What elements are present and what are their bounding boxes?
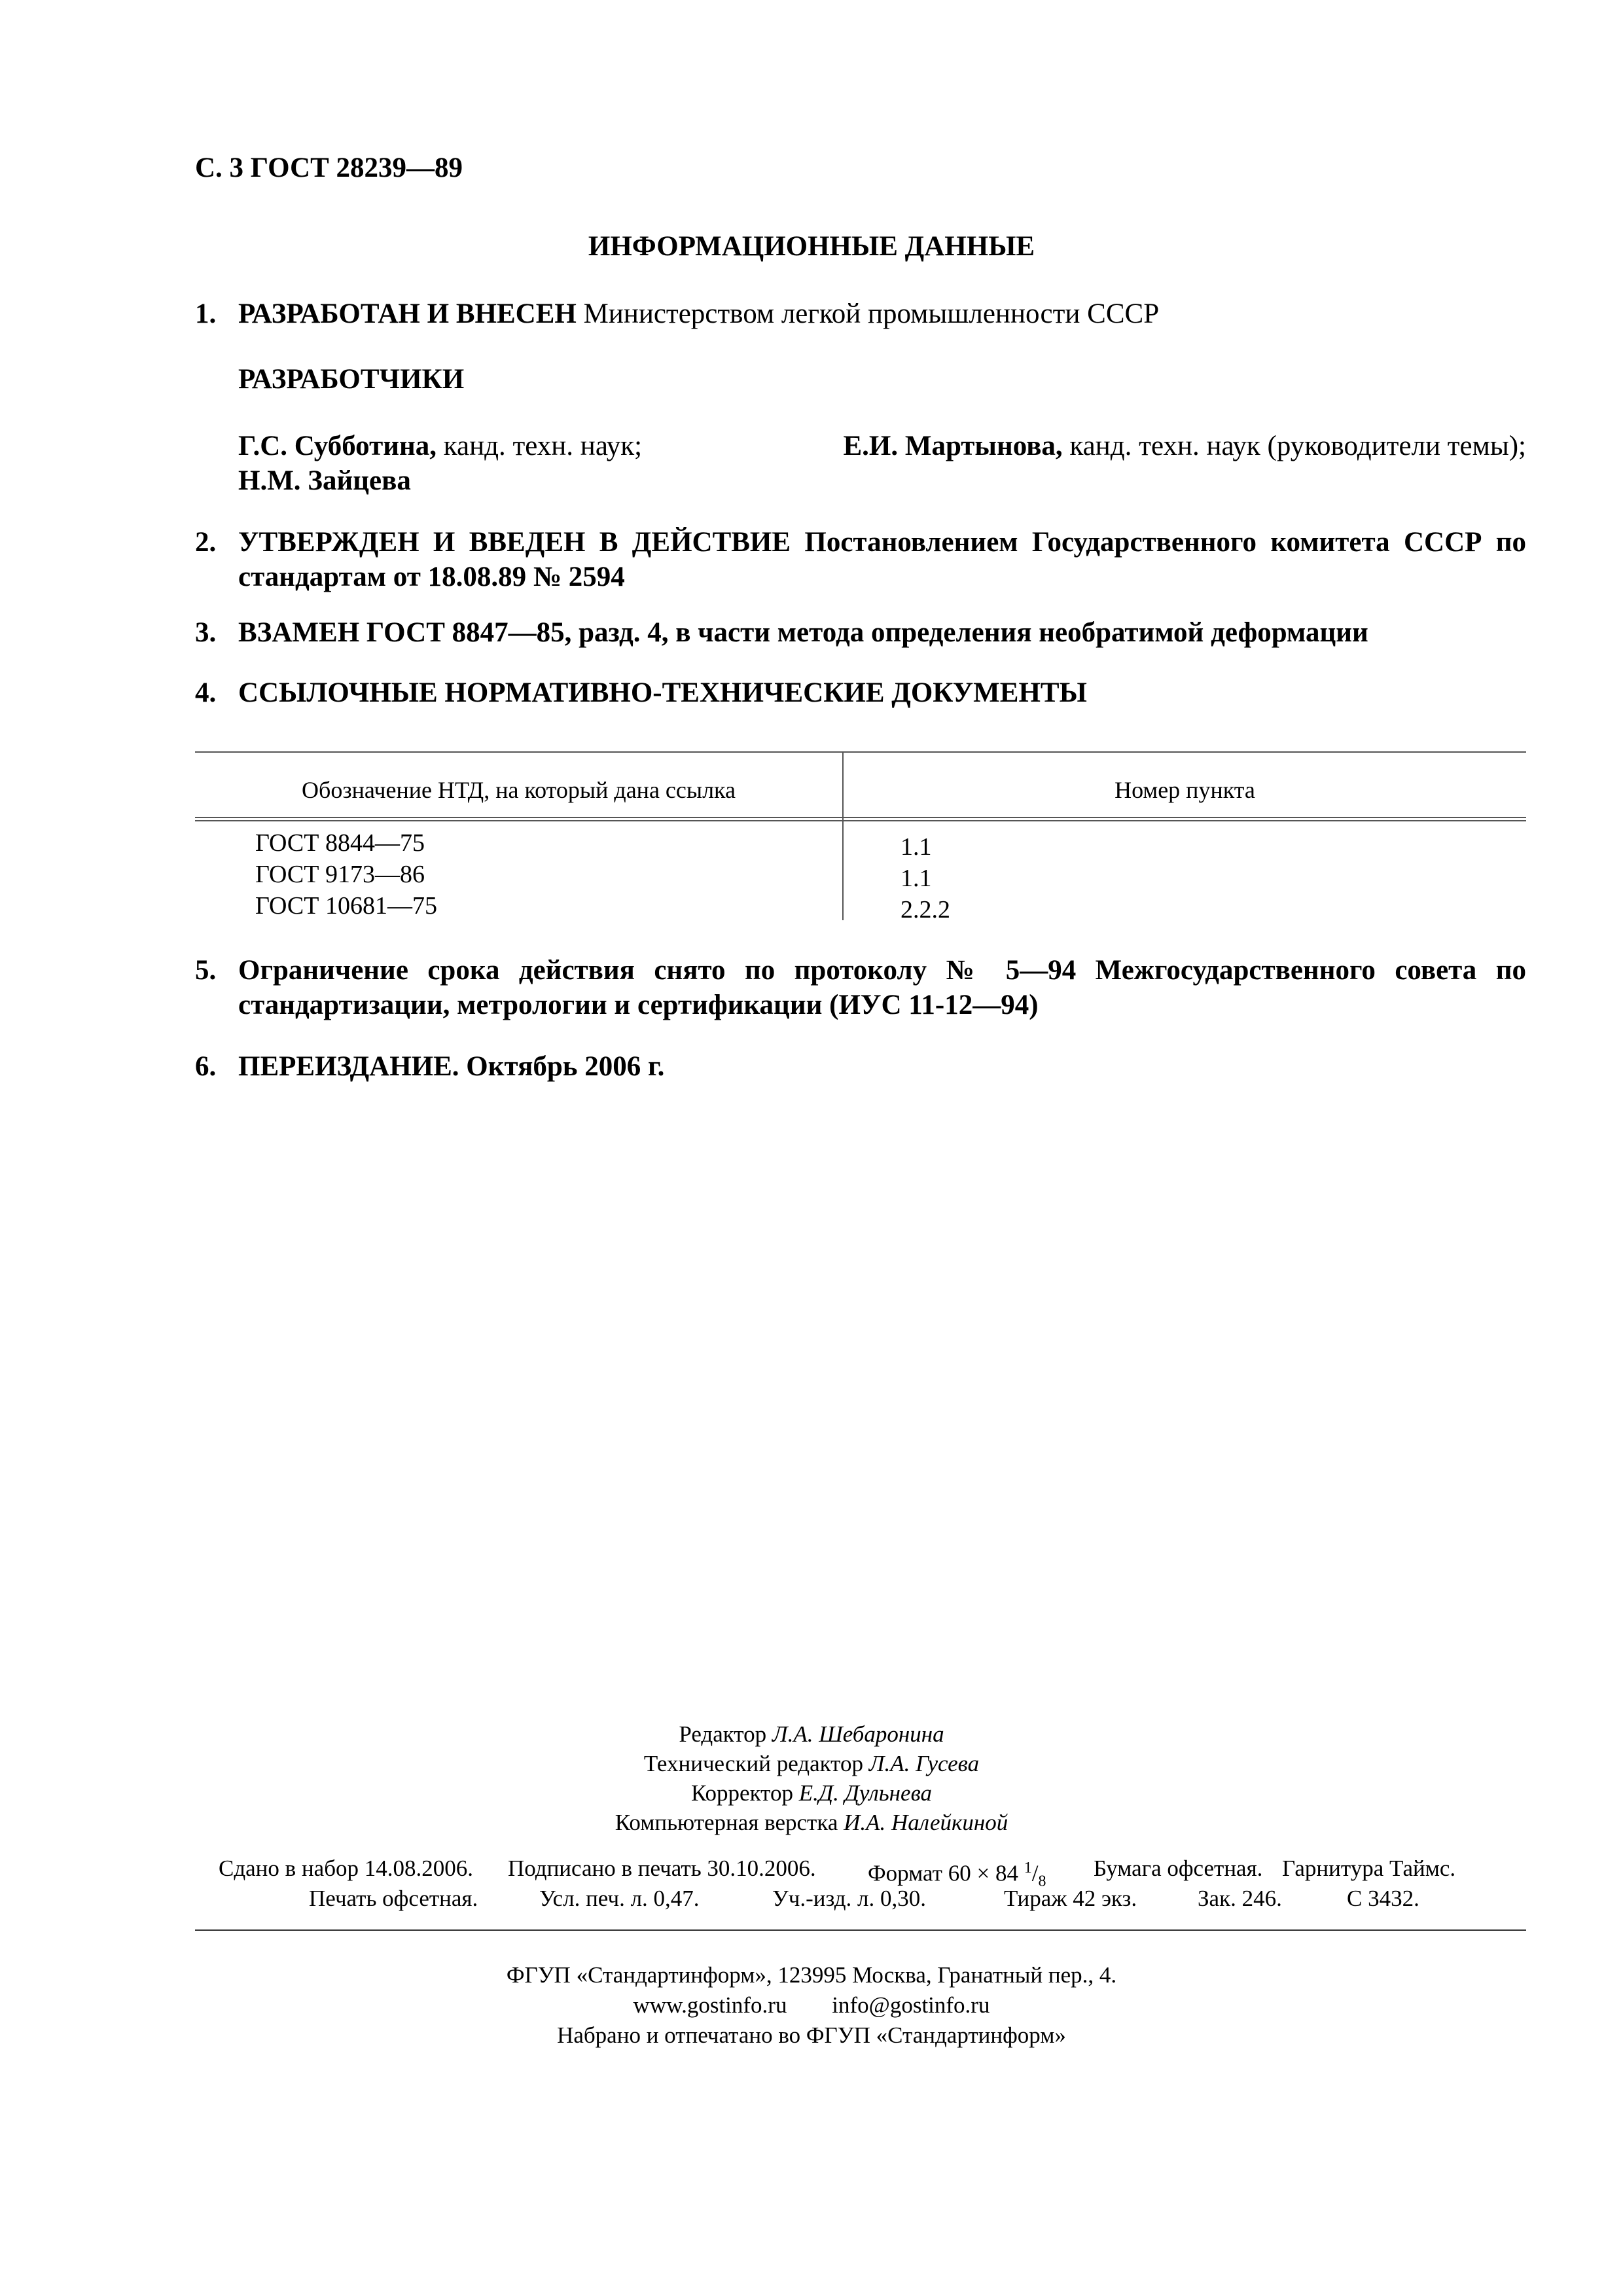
credit-name: Л.А. Шебаронина	[772, 1721, 944, 1747]
item-rest: Постановлением Государственного комитета СССР по стандартам от 18.08.89 № 2594	[238, 527, 1526, 592]
imprint-divider	[195, 1929, 1526, 1931]
editorial-credits	[0, 1719, 1623, 1837]
credit-name: Е.Д. Дульнева	[798, 1780, 933, 1806]
table-cell-clause: 1.1	[901, 833, 932, 861]
developers-heading: РАЗРАБОТЧИКИ	[238, 364, 465, 395]
author-title: канд. техн. наук (руководители темы);	[1069, 431, 1526, 461]
table-cell-clause: 1.1	[901, 865, 932, 892]
item-number: 4.	[195, 677, 217, 708]
printed-by: Набрано и отпечатано во ФГУП «Стандартинформ»	[557, 2022, 1066, 2048]
item-lead: УТВЕРЖДЕН И ВВЕДЕН В ДЕЙСТВИЕ	[238, 527, 791, 558]
pub-sheets-info: Уч.-изд. л. 0,30.	[772, 1886, 926, 1911]
publisher-site-link[interactable]: www.gostinfo.ru	[633, 1992, 787, 2018]
table-cell-document: ГОСТ 10681—75	[255, 892, 437, 920]
info-item-1	[195, 296, 1526, 331]
order-info: Зак. 246.	[1198, 1886, 1282, 1911]
developers-list	[238, 429, 1526, 498]
item-lead: ВЗАМЕН ГОСТ 8847—85, разд. 4, в части метода определения необратимой деформации	[238, 617, 1368, 648]
credit-line	[0, 1719, 1623, 1749]
info-item-2	[195, 525, 1526, 594]
item-number: 5.	[195, 955, 217, 986]
credit-name: Л.А. Гусева	[868, 1751, 980, 1776]
table-top-rule	[195, 751, 1526, 753]
reference-table	[195, 751, 1526, 922]
item-number: 1.	[195, 298, 217, 329]
table-column-documents	[255, 827, 437, 922]
table-column-clauses	[901, 831, 950, 925]
publisher-address: ФГУП «Стандартинформ», 123995 Москва, Гранатный пер., 4.	[506, 1962, 1117, 1988]
item-number: 3.	[195, 617, 217, 648]
page-header: С. 3 ГОСТ 28239—89	[195, 152, 463, 183]
table-cell-clause: 2.2.2	[901, 896, 950, 924]
credit-line	[0, 1749, 1623, 1778]
typeface-info: Гарнитура Таймс.	[1282, 1856, 1456, 1881]
code-info: С 3432.	[1347, 1886, 1419, 1911]
author-name: Н.М. Зайцева	[238, 465, 411, 496]
credit-role: Технический редактор	[643, 1751, 864, 1776]
info-item-6	[195, 1049, 1526, 1084]
table-cell-document: ГОСТ 8844—75	[255, 829, 425, 857]
item-lead: РАЗРАБОТАН И ВНЕСЕН	[238, 298, 577, 329]
page-title: ИНФОРМАЦИОННЫЕ ДАННЫЕ	[588, 231, 1035, 262]
run-info: Тираж 42 экз.	[1004, 1886, 1137, 1911]
credit-role: Редактор	[679, 1721, 767, 1747]
credit-name: И.А. Налейкиной	[844, 1810, 1008, 1835]
publisher-email-link[interactable]: info@gostinfo.ru	[832, 1992, 990, 2018]
table-header-document: Обозначение НТД, на который дана ссылка	[302, 777, 736, 803]
item-rest: Министерством легкой промышленности СССР	[576, 298, 1160, 329]
paper-info: Бумага офсетная.	[1094, 1856, 1263, 1881]
item-lead: Ограничение срока действия снято по протоколу № 5—94 Межгосударственного совета по стандартизации, метрологии и сертификации (ИУС 11-12—94)	[238, 955, 1526, 1020]
table-header-clause: Номер пункта	[1115, 777, 1255, 803]
credit-role: Компьютерная верстка	[615, 1810, 838, 1835]
table-header-rule-double	[195, 820, 1526, 821]
sheets-info: Усл. печ. л. 0,47.	[539, 1886, 700, 1911]
table-cell-document: ГОСТ 9173—86	[255, 861, 425, 888]
author-name: Г.С. Субботина,	[238, 431, 437, 461]
credit-line	[0, 1778, 1623, 1808]
table-header-rule	[195, 817, 1526, 818]
info-item-3	[195, 615, 1526, 650]
item-lead: ССЫЛОЧНЫЕ НОРМАТИВНО-ТЕХНИЧЕСКИЕ ДОКУМЕНТЫ	[238, 677, 1087, 708]
author-name: Е.И. Мартынова,	[843, 431, 1063, 461]
submitted-date: Сдано в набор 14.08.2006.	[219, 1856, 474, 1881]
item-number: 2.	[195, 527, 217, 558]
credit-line	[0, 1808, 1623, 1837]
item-lead: ПЕРЕИЗДАНИЕ. Октябрь 2006 г.	[238, 1051, 665, 1082]
info-item-4	[195, 675, 1526, 710]
item-number: 6.	[195, 1051, 217, 1082]
publisher-block	[0, 1960, 1623, 2051]
format-info: Формат 60 × 84 $^1/_8$	[868, 1859, 1046, 1890]
info-item-5	[195, 953, 1526, 1022]
printing-info: Печать офсетная.	[309, 1886, 478, 1911]
author-title: канд. техн. наук;	[443, 431, 643, 461]
credit-role: Корректор	[690, 1780, 793, 1806]
signed-date: Подписано в печать 30.10.2006.	[508, 1856, 816, 1881]
